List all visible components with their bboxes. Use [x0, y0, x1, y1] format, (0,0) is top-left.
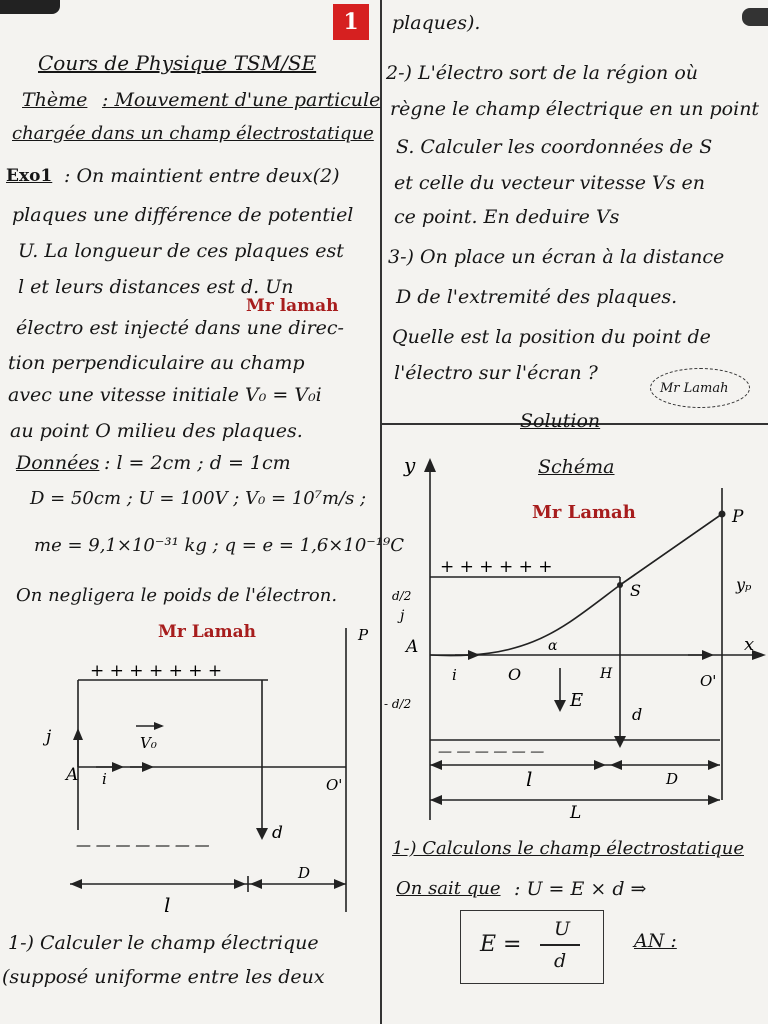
exo-line: au point O milieu des plaques.	[10, 420, 303, 442]
big-l-label: L	[570, 803, 582, 823]
d-label: d	[272, 823, 283, 843]
exo-line: tion perpendiculaire au champ	[8, 352, 305, 374]
j-label: j	[400, 608, 405, 624]
on-sait-label: On sait que	[396, 878, 501, 899]
question-2-line: règne le champ électrique en un point	[390, 98, 760, 120]
donnees-line: : l = 2cm ; d = 1cm	[104, 452, 291, 474]
exo-label: Exo1	[6, 166, 53, 186]
i-label: i	[452, 666, 457, 684]
question-1-line: (supposé uniforme entre les deux	[2, 966, 325, 988]
minus-charges: — — — — — —	[438, 744, 545, 760]
y-axis-label: y	[404, 453, 416, 477]
exo-line: : On maintient entre deux(2)	[64, 165, 340, 187]
trajectory	[430, 514, 722, 656]
donnees-line: me = 9,1×10⁻³¹ kg ; q = e = 1,6×10⁻¹⁹C	[34, 535, 404, 556]
continuation-line: plaques).	[392, 12, 481, 34]
negligera-line: On negligera le poids de l'électron.	[16, 585, 338, 606]
an-label: AN :	[634, 930, 677, 952]
question-3-line: Quelle est la position du point de	[392, 326, 711, 348]
question-2-line: ce point. En deduire Vs	[394, 206, 620, 228]
o-prime-label: O'	[700, 672, 717, 690]
page-number-badge: 1	[333, 4, 369, 40]
formula-lhs: E =	[480, 932, 522, 957]
formula-numerator: U	[554, 918, 571, 940]
on-sait-formula: : U = E × d ⇒	[514, 878, 647, 900]
watermark: Mr Lamah	[158, 622, 257, 642]
watermark: Mr lamah	[246, 296, 339, 316]
question-1-line: 1-) Calculer le champ électrique	[8, 932, 319, 954]
course-title: Cours de Physique TSM/SE	[38, 51, 317, 75]
l-label: l	[164, 893, 171, 917]
theme-line-1: : Mouvement d'une particule	[102, 89, 381, 111]
point-o-label: O	[508, 665, 522, 684]
exo-line: U. La longueur de ces plaques est	[18, 240, 344, 262]
question-2-line: S. Calculer les coordonnées de S	[396, 136, 713, 158]
l-label: l	[526, 767, 533, 791]
alpha-label: α	[548, 638, 558, 654]
donnees-line: D = 50cm ; U = 100V ; V₀ = 10⁷m/s ;	[30, 488, 367, 509]
exo-line: avec une vitesse initiale V₀ = V₀i	[8, 384, 322, 406]
point-h-label: H	[600, 666, 613, 682]
donnees-label: Données	[16, 452, 100, 474]
exo-line: l et leurs distances est d. Un	[18, 276, 294, 298]
plus-charges: + + + + + +	[440, 557, 553, 577]
o-prime-label: O'	[326, 776, 343, 794]
exo-line: électro est injecté dans une direc-	[16, 317, 344, 339]
d-label: d	[632, 705, 643, 724]
question-3-line: D de l'extremité des plaques.	[396, 286, 678, 308]
x-axis-label: x	[744, 634, 755, 655]
half-d-bottom-label: - d/2	[384, 697, 412, 711]
v0-label: V₀	[140, 734, 157, 752]
j-label: j	[46, 727, 52, 747]
plus-charges: + + + + + + +	[90, 661, 223, 681]
i-label: i	[102, 770, 107, 788]
question-2-line: 2-) L'électro sort de la région où	[386, 62, 698, 84]
point-a-label: A	[406, 637, 419, 657]
signature-text: Mr Lamah	[660, 381, 729, 396]
question-3-line: l'électro sur l'écran ?	[394, 362, 598, 384]
half-d-top-label: d/2	[392, 589, 412, 603]
minus-charges: — — — — — — —	[76, 836, 210, 854]
schema-heading: Schéma	[538, 456, 615, 478]
theme-label: Thème	[22, 89, 88, 111]
yp-label: yₚ	[736, 575, 752, 594]
e-field-label: E	[570, 690, 584, 711]
formula-denominator: d	[554, 950, 567, 972]
big-d-label: D	[666, 770, 679, 788]
solution-heading: Solution	[520, 410, 601, 432]
theme-line-2: chargée dans un champ électrostatique	[12, 123, 374, 144]
screen-p-label: P	[358, 626, 369, 644]
answer-1-heading: 1-) Calculons le champ électrostatique	[392, 838, 744, 859]
big-d-label: D	[298, 864, 311, 882]
exo-line: plaques une différence de potentiel	[12, 204, 354, 226]
point-s-label: S	[630, 581, 641, 600]
point-a-label: A	[66, 765, 79, 785]
question-2-line: et celle du vecteur vitesse Vs en	[394, 172, 706, 194]
point-p-label: P	[732, 507, 744, 527]
watermark: Mr Lamah	[532, 502, 636, 523]
question-3-line: 3-) On place un écran à la distance	[388, 246, 725, 268]
